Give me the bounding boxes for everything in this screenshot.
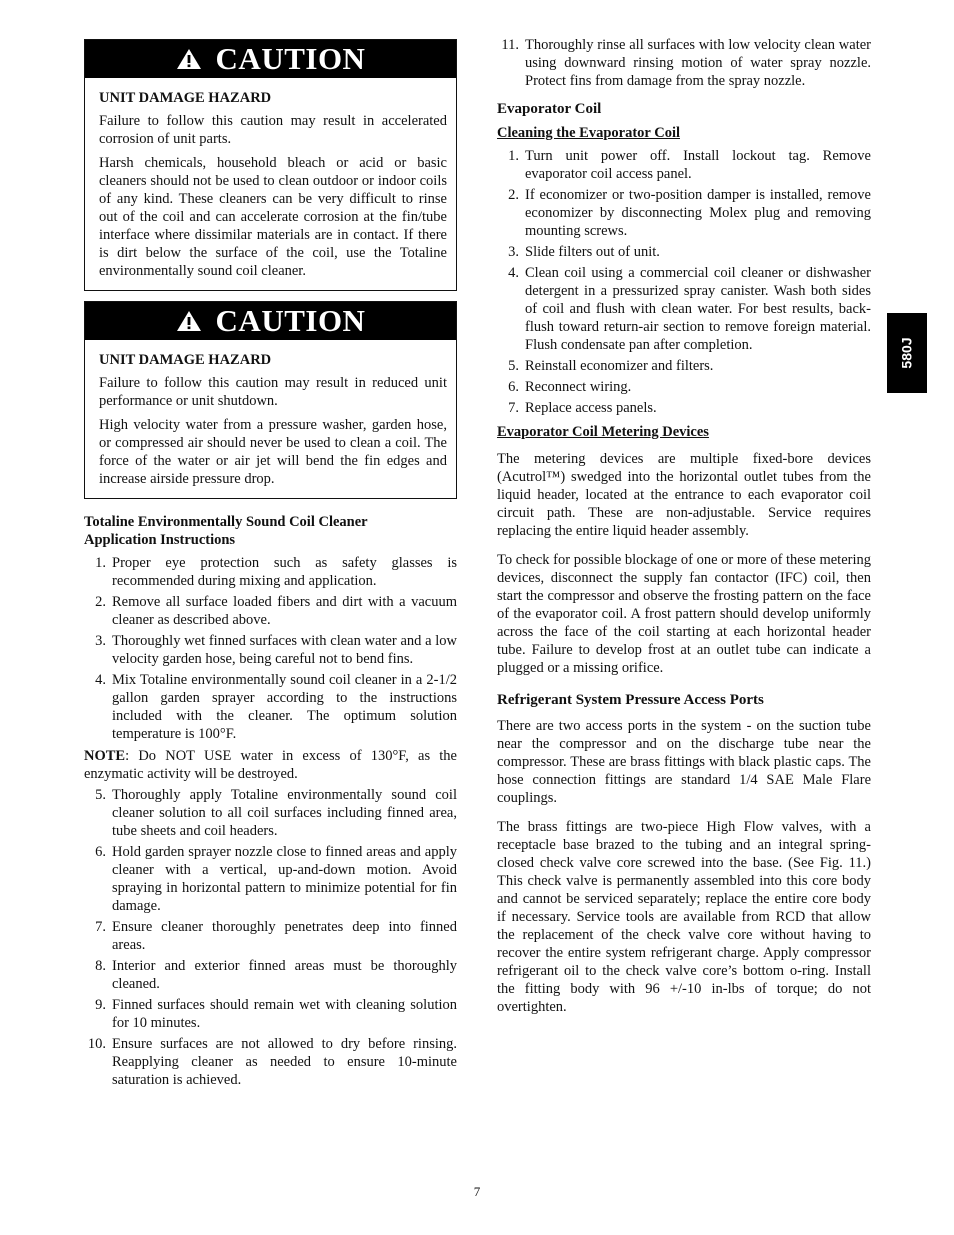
model-number: 580J [899, 337, 915, 369]
metering-devices-heading: Evaporator Coil Metering Devices [497, 424, 709, 440]
model-side-tab [887, 313, 927, 393]
list-item: 5. Thoroughly apply Totaline environmentally sound coil cleaner solution to all coil surfaces including finned area, tube sheets and coil headers. [95, 787, 457, 839]
list-item: 7. Ensure cleaner thoroughly penetrates deep into finned areas. [95, 919, 457, 953]
caution-header [85, 40, 456, 78]
list-item: 2. Remove all surface loaded fibers and dirt with a vacuum cleaner as described above. [95, 594, 457, 628]
list-item: 7. Replace access panels. [508, 400, 657, 416]
totaline-heading [84, 513, 457, 549]
caution-title: CAUTION [215, 41, 366, 76]
list-item: 8. Interior and exterior finned areas must be thoroughly cleaned. [95, 958, 457, 992]
page-number: 7 [473, 1184, 481, 1199]
cleaning-evaporator-heading: Cleaning the Evaporator Coil [497, 125, 680, 141]
hazard-title: UNIT DAMAGE HAZARD [99, 90, 272, 106]
evaporator-steps-list [497, 147, 871, 417]
list-item: 10. Ensure surfaces are not allowed to dry before rinsing. Reapplying cleaner as needed to ensure 10-minute saturation is achieved. [87, 1036, 457, 1088]
list-item: 6. Reconnect wiring. [508, 379, 632, 395]
caution-body [85, 340, 456, 498]
refrigerant-ports-heading: Refrigerant System Pressure Access Ports [497, 692, 764, 708]
list-item: 6. Hold garden sprayer nozzle close to finned areas and apply cleaner with a vertical, up-and-down motion. Avoid spraying in horizontal pattern to minimize potential for fin damage. [95, 844, 457, 914]
caution-text: High velocity water from a pressure washer, garden hose, or compressed air should never be used to clean a coil. The force of the water or air jet will bend the fin edges and increase airside pressure drop. [99, 417, 447, 487]
note-label: NOTE [84, 748, 126, 764]
list-item: 9. Finned surfaces should remain wet with cleaning solution for 10 minutes. [95, 997, 457, 1031]
totaline-steps-list [84, 554, 457, 743]
list-item: 3. Slide filters out of unit. [508, 244, 660, 260]
list-item: 5. Reinstall economizer and filters. [508, 358, 714, 374]
evaporator-coil-heading: Evaporator Coil [497, 101, 602, 117]
totaline-heading-line: Application Instructions [84, 532, 236, 548]
caution-text: Failure to follow this caution may result in reduced unit performance or unit shutdown. [99, 375, 447, 409]
totaline-steps-list-end [497, 36, 871, 90]
refrigerant-paragraph: The brass fittings are two-piece High Flow valves, with a receptacle base brazed to the tubing and an integral spring-closed check valve core screwed into the base. (See Fig. 11.) This check valve is permanently assembled into this core body and cannot be serviced separately; replace the entire core body if necessary. Service tools are available from RCD that allow the replacement of the check valve core without having to recover the entire system refrigerant charge. Apply compressor refrigerant oil to the check valve core’s bottom o-ring. Install the fitting body with 96 +/-10 in-lbs of torque; do not overtighten. [497, 819, 871, 1015]
left-column [84, 39, 457, 1092]
totaline-heading-line: Totaline Environmentally Sound Coil Cleaner [84, 514, 368, 530]
refrigerant-paragraph: There are two access ports in the system - on the suction tube near the compressor and on the discharge tube near the compressor. These are brass fittings with black plastic caps. The hose connection fittings are standard 1/4 SAE Male Flare couplings. [497, 718, 871, 806]
hazard-title: UNIT DAMAGE HAZARD [99, 352, 272, 368]
list-item: 11. Thoroughly rinse all surfaces with low velocity clean water using downward rinsing motion of water spray nozzle. Protect fins from damage from the spray nozzle. [501, 37, 871, 89]
note-paragraph [84, 747, 457, 783]
list-item: 3. Thoroughly wet finned surfaces with clean water and a low velocity garden hose, being careful not to bend fins. [95, 633, 457, 667]
caution-box-corrosion [84, 39, 457, 291]
list-item: 2. If economizer or two-position damper is installed, remove economizer by disconnecting Molex plug and removing mounting screws. [508, 187, 871, 239]
list-item: 4. Mix Totaline environmentally sound coil cleaner in a 2-1/2 gallon garden sprayer according to the instructions included with the cleaner. The optimum solution temperature is 100°F. [95, 672, 457, 742]
caution-text: Harsh chemicals, household bleach or acid or basic cleaners should not be used to clean outdoor or indoor coils of any kind. These cleaners can be very difficult to rinse out of the coil and can accelerate corrosion at the fin/tube interface where dissimilar materials are in contact. If there is dirt below the surface of the coil, use the Totaline environmentally sound coil cleaner. [99, 155, 447, 279]
list-item: 1. Turn unit power off. Install lockout tag. Remove evaporator coil access panel. [508, 148, 871, 182]
metering-paragraph: The metering devices are multiple fixed-bore devices (Acutrol™) swedged into the horizontal outlet tubes from the liquid header, located at the entrance to each evaporator coil circuit path. These are non-adjustable. Service requires replacing the entire liquid header assembly. [497, 451, 871, 539]
totaline-steps-list-continued [84, 786, 457, 1089]
list-item: 4. Clean coil using a commercial coil cleaner or dishwasher detergent in a pressurized spray canister. Wash both sides of coil and flush with clean water. For best results, back-flush toward return-air section to remove foreign material. Flush condensate pan after completion. [508, 265, 871, 353]
caution-text: Failure to follow this caution may result in accelerated corrosion of unit parts. [99, 113, 447, 147]
metering-paragraph: To check for possible blockage of one or more of these metering devices, disconnect the supply fan contactor (IFC) coil, then start the compressor and observe the frosting pattern on the face of the evaporator coil. A frost pattern should develop uniformly across the face of the coil starting at each horizontal header tube. Failure to develop frost at an outlet tube can indicate a plugged or a missing orifice. [497, 552, 871, 676]
caution-body [85, 78, 456, 290]
list-item: 1. Proper eye protection such as safety glasses is recommended during mixing and application. [95, 555, 457, 589]
note-text: : Do NOT USE water in excess of 130°F, as the enzymatic activity will be destroyed. [84, 748, 457, 782]
caution-box-pressure [84, 301, 457, 499]
warning-triangle-icon [176, 310, 202, 332]
right-column [497, 36, 871, 1027]
caution-header [85, 302, 456, 340]
warning-triangle-icon [176, 48, 202, 70]
caution-title: CAUTION [215, 303, 366, 338]
